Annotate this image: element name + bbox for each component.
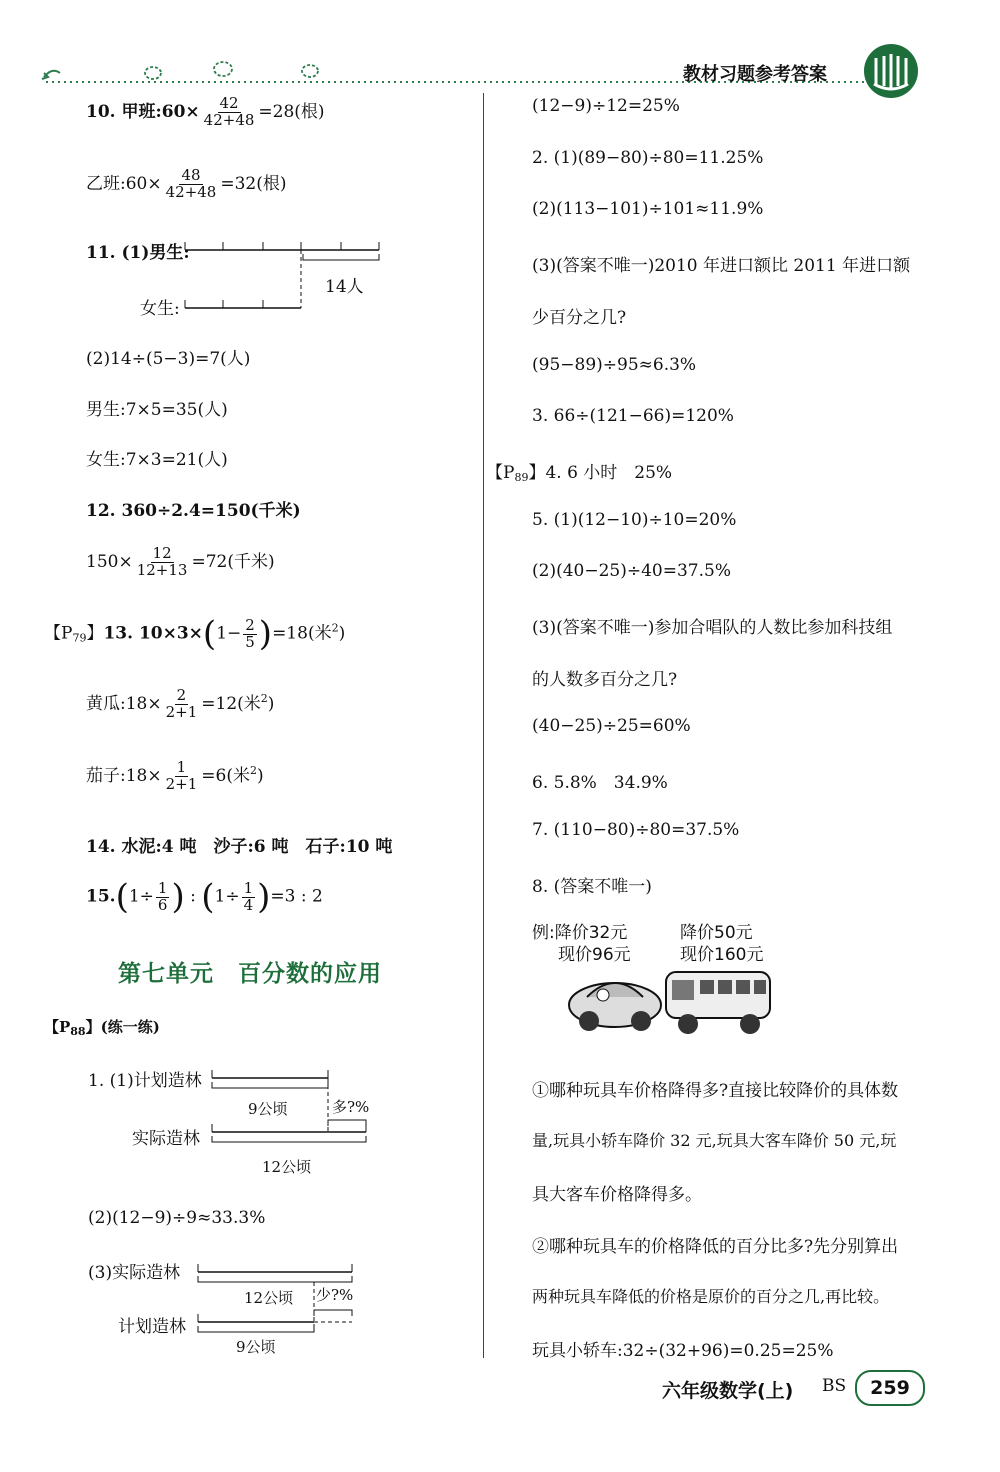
unit-title: 第七单元 百分数的应用 <box>118 961 382 987</box>
footer-edition: BS <box>822 1376 847 1396</box>
d1-2: (2)(12−9)÷9≈33.3% <box>88 1208 266 1228</box>
book-logo-icon <box>862 42 920 100</box>
q12-b: 150× $\frac{12}{12+13}$ =72(千米) <box>86 544 275 579</box>
d3-12: 12公顷 <box>244 1289 294 1307</box>
p88-tag: 【$P_{88}$】(练一练) <box>44 1018 160 1038</box>
d3-label: (3)实际造林 <box>88 1263 181 1283</box>
column-divider <box>483 93 484 1358</box>
d1-actual: 实际造林 <box>132 1129 200 1149</box>
toy-car-icon <box>565 965 665 1035</box>
q11-label: 11. (1)男生: <box>86 243 190 263</box>
q11-boy: 男生:7×5=35(人) <box>86 400 228 420</box>
r22: 玩具小轿车:32÷(32+96)=0.25=25% <box>532 1341 834 1361</box>
r6: (95−89)÷95≈6.3% <box>532 355 697 375</box>
r7: 3. 66÷(121−66)=120% <box>532 406 734 426</box>
example-bus-label: 降价50元 现价160元 <box>680 923 764 965</box>
q10-a: 10. 甲班:60× $\frac{42}{42+48}$ =28(根) <box>86 94 325 129</box>
r5: 少百分之几? <box>532 308 627 328</box>
q15: 15.(1÷ $\frac{1}{6}$ ) : (1÷ $\frac{1}{4}$ )=3 : 2 <box>86 877 323 917</box>
d1-9: 9公顷 <box>248 1100 288 1118</box>
r17: ①哪种玩具车价格降得多?直接比较降价的具体数 <box>532 1081 899 1101</box>
q10-b: 乙班:60× $\frac{48}{42+48}$ =32(根) <box>86 166 287 201</box>
r12: 的人数多百分之几? <box>532 670 678 690</box>
r21: 两种玩具车降低的价格是原价的百分之几,再比较。 <box>532 1287 890 1306</box>
r14: 6. 5.8% 34.9% <box>532 773 668 793</box>
d3-plan: 计划造林 <box>118 1317 186 1337</box>
d1-more: 多?% <box>332 1098 370 1116</box>
r3: (2)(113−101)÷101≈11.9% <box>532 199 764 219</box>
footer-book-title: 六年级数学(上) <box>662 1380 794 1402</box>
page-number: 259 <box>855 1370 925 1406</box>
q11-girl-label: 女生: <box>140 299 180 319</box>
r20: ②哪种玩具车的价格降低的百分比多?先分别算出 <box>532 1237 899 1257</box>
r9: 5. (1)(12−10)÷10=20% <box>532 510 737 530</box>
r13: (40−25)÷25=60% <box>532 716 691 736</box>
r19: 具大客车价格降得多。 <box>532 1185 702 1205</box>
eggplant: 茄子:18× $\frac{1}{2+1}$ =6(米$^2$) <box>86 758 264 793</box>
r8: 【$P_{89}$】4. 6 小时 25% <box>486 463 673 484</box>
toy-bus-icon <box>660 962 776 1036</box>
header-title: 教材习题参考答案 <box>683 64 827 85</box>
cucumber: 黄瓜:18× $\frac{2}{2+1}$ =12(米$^2$) <box>86 686 275 721</box>
q11-2: (2)14÷(5−3)=7(人) <box>86 349 251 369</box>
q13: 【$P_{79}$】13. 10×3×(1− $\frac{2}{5}$ )=18(米$^2$) <box>44 614 346 654</box>
r15: 7. (110−80)÷80=37.5% <box>532 820 740 840</box>
d1-label: 1. (1)计划造林 <box>88 1071 202 1091</box>
d3-less: 少?% <box>316 1286 354 1304</box>
r4: (3)(答案不唯一)2010 年进口额比 2011 年进口额 <box>532 256 911 276</box>
q11-diagram-label: 14人 <box>325 277 364 297</box>
example-car-label: 例:降价32元 现价96元 <box>532 923 631 965</box>
q14: 14. 水泥:4 吨 沙子:6 吨 石子:10 吨 <box>86 837 393 857</box>
d1-12: 12公顷 <box>262 1158 312 1176</box>
r10: (2)(40−25)÷40=37.5% <box>532 561 731 581</box>
q12: 12. 360÷2.4=150(千米) <box>86 501 301 521</box>
r11: (3)(答案不唯一)参加合唱队的人数比参加科技组 <box>532 618 893 638</box>
r1: (12−9)÷12=25% <box>532 96 680 116</box>
r18: 量,玩具小轿车降价 32 元,玩具大客车降价 50 元,玩 <box>532 1131 897 1150</box>
q11-girl: 女生:7×3=21(人) <box>86 450 228 470</box>
d3-9: 9公顷 <box>236 1338 276 1356</box>
r16: 8. (答案不唯一) <box>532 877 652 897</box>
d3-diagram <box>196 1260 366 1360</box>
r2: 2. (1)(89−80)÷80=11.25% <box>532 148 764 168</box>
